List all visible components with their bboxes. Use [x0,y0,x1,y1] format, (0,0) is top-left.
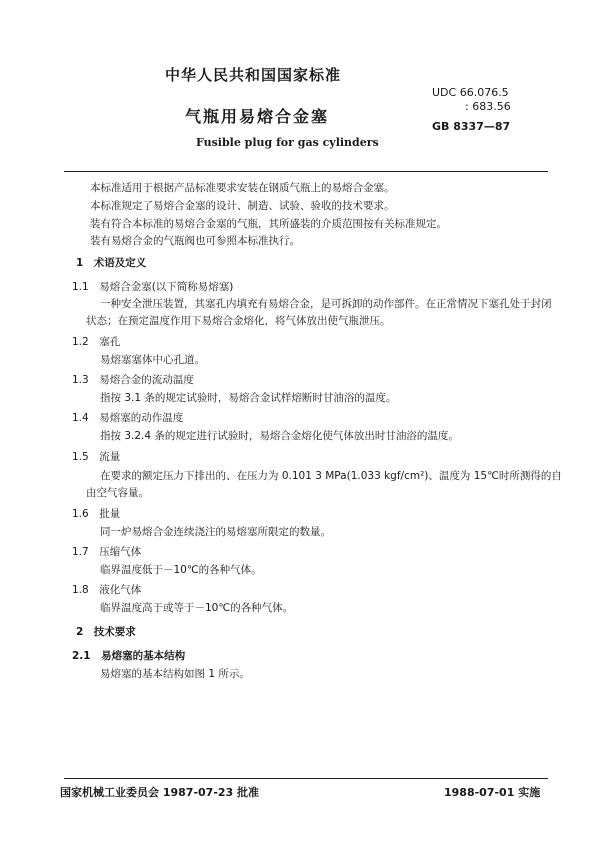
clause-text: 临界温度高于或等于－10℃的各种气体。 [100,602,294,614]
clause-text: 一种安全泄压装置，其塞孔内填充有易熔合金，是可拆卸的动作部件。在正常情况下塞孔处于封闭 [100,298,552,310]
clause-text: 临界温度低于－10℃的各种气体。 [100,564,262,576]
approval-date: 国家机械工业委员会 1987-07-23 批准 [60,786,260,799]
clause-heading-1-3: 1.3 易熔合金的流动温度 [72,374,194,386]
document-title-english: Fusible plug for gas cylinders [196,136,379,149]
intro-paragraph: 本标准适用于根据产品标准要求安装在钢质气瓶上的易熔合金塞。 [90,182,395,194]
clause-text: 在要求的额定压力下排出的、在压力为 0.101 3 MPa(1.033 kgf/cm²)、温度为 15℃时所测得的自 [100,470,562,482]
clause-text: 同一炉易熔合金连续浇注的易熔塞所限定的数量。 [100,526,331,538]
udc-code-line1: UDC 66.076.5 [432,86,509,99]
clause-heading-1-4: 1.4 易熔塞的动作温度 [72,412,184,424]
section-heading-2: 2 技术要求 [76,626,136,638]
gb-standard-code: GB 8337—87 [432,120,511,133]
udc-code-line2: : 683.56 [465,100,511,113]
clause-heading-1-2: 1.2 塞孔 [72,336,121,348]
implementation-date: 1988-07-01 实施 [444,786,541,799]
clause-heading-1-6: 1.6 批量 [72,508,121,520]
header-divider [64,171,548,172]
intro-paragraph: 装有易熔合金的气瓶阀也可参照本标准执行。 [90,235,300,247]
clause-heading-1-1: 1.1 易熔合金塞(以下简称易熔塞) [72,281,234,293]
clause-text: 易熔塞的基本结构如图 1 所示。 [100,668,250,680]
clause-heading-1-8: 1.8 液化气体 [72,584,142,596]
intro-paragraph: 装有符合本标准的易熔合金塞的气瓶，其所盛装的介质范围按有关标准规定。 [90,218,447,230]
clause-text: 指按 3.1 条的规定试验时，易熔合金试样熔断时甘油浴的温度。 [100,392,397,404]
country-standard-heading: 中华人民共和国国家标准 [165,66,342,84]
document-title: 气瓶用易熔合金塞 [185,107,330,126]
clause-heading-1-7: 1.7 压缩气体 [72,546,142,558]
clause-text: 由空气容量。 [86,487,149,499]
footer-divider [64,778,548,779]
clause-text: 易熔塞塞体中心孔道。 [100,354,205,366]
clause-text: 指按 3.2.4 条的规定进行试验时，易熔合金熔化使气体放出时甘油浴的温度。 [100,430,459,442]
clause-text: 状态；在预定温度作用下易熔合金熔化，将气体放出使气瓶泄压。 [86,315,391,327]
clause-heading-2-1: 2.1 易熔塞的基本结构 [72,650,186,662]
clause-heading-1-5: 1.5 流量 [72,451,121,463]
section-heading-1: 1 术语及定义 [76,257,147,269]
intro-paragraph: 本标准规定了易熔合金塞的设计、制造、试验、验收的技术要求。 [90,200,395,212]
